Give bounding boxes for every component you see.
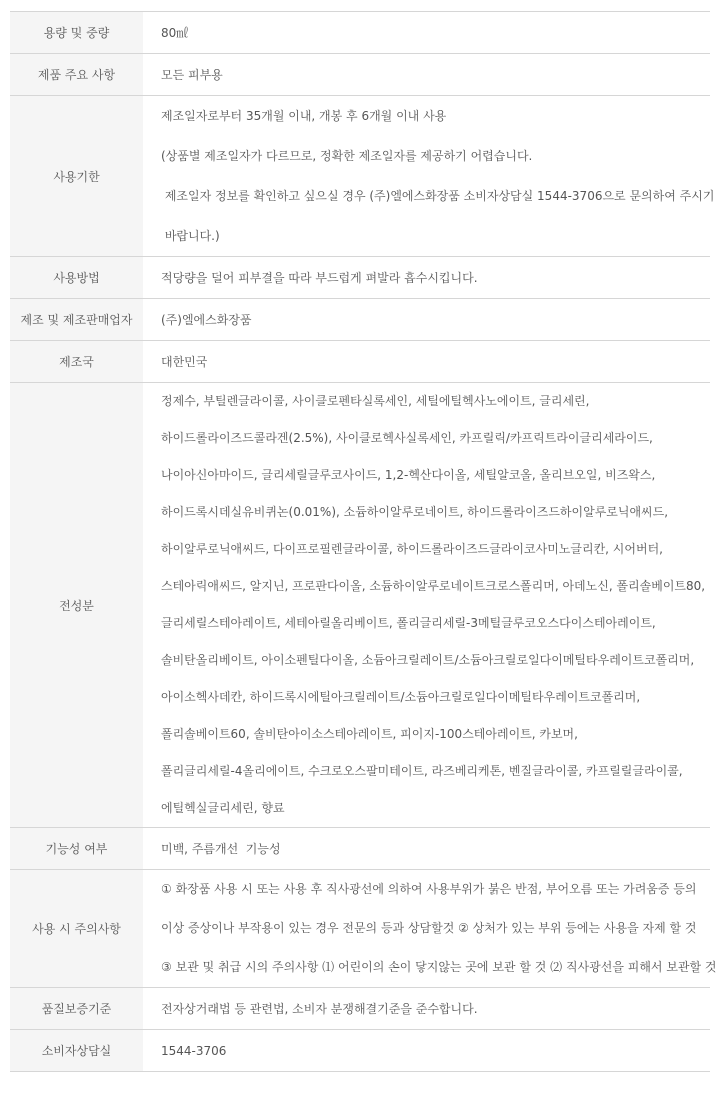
row-label: 제조국 <box>10 341 143 383</box>
row-label: 사용기한 <box>10 96 143 257</box>
table-row-functional <box>10 828 710 870</box>
table-row-consumer-center <box>10 1030 710 1072</box>
row-value: 적당량을 덜어 피부결을 따라 부드럽게 펴발라 흡수시킵니다. <box>143 257 710 299</box>
table-row-country <box>10 341 710 383</box>
text-line: 하이드롤라이즈드콜라겐(2.5%), 사이클로헥사실록세인, 카프릴릭/카프릭트라이글리세라이드, <box>161 431 653 445</box>
text-line: 폴리솔베이트60, 솔비탄아이소스테아레이트, 피이지-100스테아레이트, 카보머, <box>161 727 578 741</box>
text-line: 제조일자 정보를 확인하고 싶으실 경우 (주)엘에스화장품 소비자상담실 1544-3706으로 문의하여 주시기 <box>161 189 715 203</box>
table-row-usage <box>10 257 710 299</box>
product-info-table <box>10 11 717 1072</box>
text-line: ③ 보관 및 취급 시의 주의사항 ⑴ 어린이의 손이 닿지않는 곳에 보관 할 것 ⑵ 직사광선을 피해서 보관할 것 <box>161 960 717 974</box>
row-label: 사용방법 <box>10 257 143 299</box>
row-label: 제조 및 제조판매업자 <box>10 299 143 341</box>
text-line: 하이드록시데실유비퀴논(0.01%), 소듐하이알루로네이트, 하이드롤라이즈드하이알루로닉애씨드, <box>161 505 669 519</box>
row-label: 전성분 <box>10 383 143 828</box>
table-row-manufacturer <box>10 299 710 341</box>
text-line: 바랍니다.) <box>161 229 220 243</box>
table-row-volume <box>10 12 710 54</box>
text-line: 글리세릴스테아레이트, 세테아릴올리베이트, 폴리글리세릴-3메틸글루코오스다이스테아레이트, <box>161 616 656 630</box>
row-value: 전자상거래법 등 관련법, 소비자 분쟁해결기준을 준수합니다. <box>143 988 710 1030</box>
row-value: 80㎖ <box>143 12 710 54</box>
text-line: 하이알루로닉애씨드, 다이프로필렌글라이콜, 하이드롤라이즈드글라이코사미노글리칸, 시어버터, <box>161 542 663 556</box>
table-row-ingredients <box>10 383 710 828</box>
row-value <box>143 96 715 257</box>
text-line: 아이소헥사데칸, 하이드록시에틸아크릴레이트/소듐아크릴로일다이메틸타우레이트코폴리머, <box>161 690 641 704</box>
row-value <box>143 383 710 828</box>
row-value <box>143 870 717 988</box>
row-label: 소비자상담실 <box>10 1030 143 1072</box>
text-line: 폴리글리세릴-4올리에이트, 수크로오스팔미테이트, 라즈베리케톤, 벤질글라이콜, 카프릴릴글라이콜, <box>161 764 683 778</box>
table-row-quality <box>10 988 710 1030</box>
text-line: ① 화장품 사용 시 또는 사용 후 직사광선에 의하여 사용부위가 붉은 반점, 부어오름 또는 가려움증 등의 <box>161 882 697 896</box>
table-row-expiry <box>10 96 710 257</box>
row-label: 품질보증기준 <box>10 988 143 1030</box>
row-value: 미백, 주름개선 기능성 <box>143 828 710 870</box>
text-line: 이상 증상이나 부작용이 있는 경우 전문의 등과 상담할것 ② 상처가 있는 부위 등에는 사용을 자제 할 것 <box>161 921 697 935</box>
text-line: 에틸헥실글리세린, 향료 <box>161 801 285 815</box>
row-value: 모든 피부용 <box>143 54 710 96</box>
row-label: 사용 시 주의사항 <box>10 870 143 988</box>
text-line: 스테아릭애씨드, 알지닌, 프로판다이올, 소듐하이알루로네이트크로스폴리머, 아데노신, 폴리솔베이트80, <box>161 579 706 593</box>
text-line: 정제수, 부틸렌글라이콜, 사이클로펜타실록세인, 세틸에틸헥사노에이트, 글리세린, <box>161 394 590 408</box>
row-value: 1544-3706 <box>143 1030 710 1072</box>
row-label: 제품 주요 사항 <box>10 54 143 96</box>
text-line: 솔비탄올리베이트, 아이소펜틸다이올, 소듐아크릴레이트/소듐아크릴로일다이메틸타우레이트코폴리머, <box>161 653 695 667</box>
text-line: 나이아신아마이드, 글리세릴글루코사이드, 1,2-헥산다이올, 세틸알코올, 올리브오일, 비즈왁스, <box>161 468 656 482</box>
row-value: 대한민국 <box>143 341 710 383</box>
table-row-caution <box>10 870 710 988</box>
text-line: (상품별 제조일자가 다르므로, 정확한 제조일자를 제공하기 어렵습니다. <box>161 149 533 163</box>
row-label: 용량 및 중량 <box>10 12 143 54</box>
text-line: 제조일자로부터 35개월 이내, 개봉 후 6개월 이내 사용 <box>161 109 447 123</box>
table-row-skin-type <box>10 54 710 96</box>
row-value: (주)엘에스화장품 <box>143 299 710 341</box>
row-label: 기능성 여부 <box>10 828 143 870</box>
